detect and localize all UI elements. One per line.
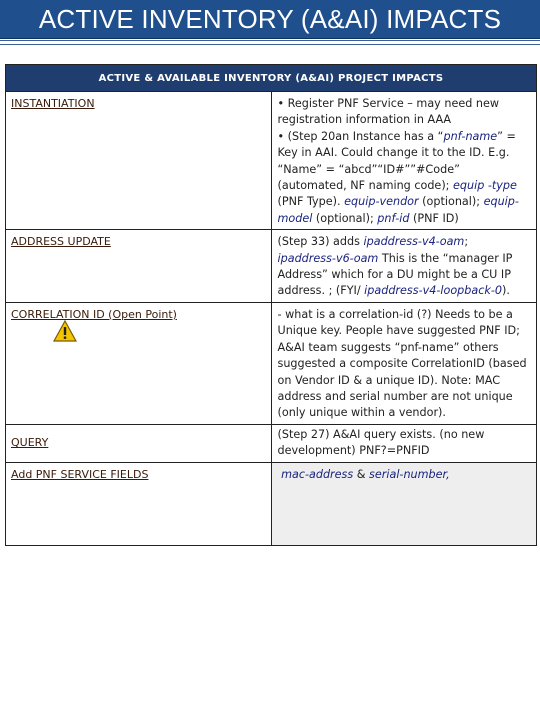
- bullet-item: • (Step 20an Instance has a “pnf-name” = Key in AAI. Could change it to the ID. E.g. “Name” = “abcd”“ID#””#Code” (automated, NF naming code); equip -type (PNF Type). equip-vendor (optional); equip-model (optional); pnf-id (PNF ID): [277, 129, 519, 225]
- row-label-instantiation[interactable]: INSTANTIATION: [6, 92, 272, 230]
- row-label-correlation-id[interactable]: [6, 302, 272, 424]
- row-label-add-pnf-service-fields[interactable]: Add PNF SERVICE FIELDS: [6, 462, 272, 545]
- row-label-correlation-text: CORRELATION ID (Open Point): [11, 307, 177, 321]
- row-content-query: (Step 27) A&AI query exists. (no new development) PNF?=PNFID: [271, 424, 537, 462]
- warning-icon: [53, 320, 77, 342]
- table-row: [6, 302, 537, 424]
- row-content-correlation-id: - what is a correlation-id (?) Needs to be a Unique key. People have suggested PNF ID; A&AI team suggests “pnf-name” others suggested a composite CorrelationID (based on Vendor ID & a unique ID). Note: MAC address and serial number are not unique (only unique within a vendor).: [271, 302, 537, 424]
- table-header: ACTIVE & AVAILABLE INVENTORY (A&AI) PROJECT IMPACTS: [6, 65, 537, 92]
- table-row: [6, 462, 537, 545]
- table-row: [6, 230, 537, 303]
- row-content-instantiation: [271, 92, 537, 230]
- impacts-table: [5, 64, 537, 546]
- bullet-item: • Register PNF Service – may need new registration information in AAA: [277, 97, 500, 127]
- slide-title: ACTIVE INVENTORY (A&AI) IMPACTS: [38, 4, 502, 34]
- slide-title-bar: [0, 0, 540, 39]
- row-label-query[interactable]: QUERY: [6, 424, 272, 462]
- title-rule: [0, 44, 540, 45]
- table-row: [6, 424, 537, 462]
- row-content-add-pnf-service-fields: mac-address & serial-number,: [271, 462, 537, 545]
- table-row: [6, 92, 537, 230]
- row-label-address-update[interactable]: ADDRESS UPDATE: [6, 230, 272, 303]
- title-rule: [0, 40, 540, 41]
- row-content-address-update: (Step 33) adds ipaddress-v4-oam; ipaddress-v6-oam This is the “manager IP Address” which for a DU might be a CU IP address. ; (FYI/ ipaddress-v4-loopback-0).: [271, 230, 537, 303]
